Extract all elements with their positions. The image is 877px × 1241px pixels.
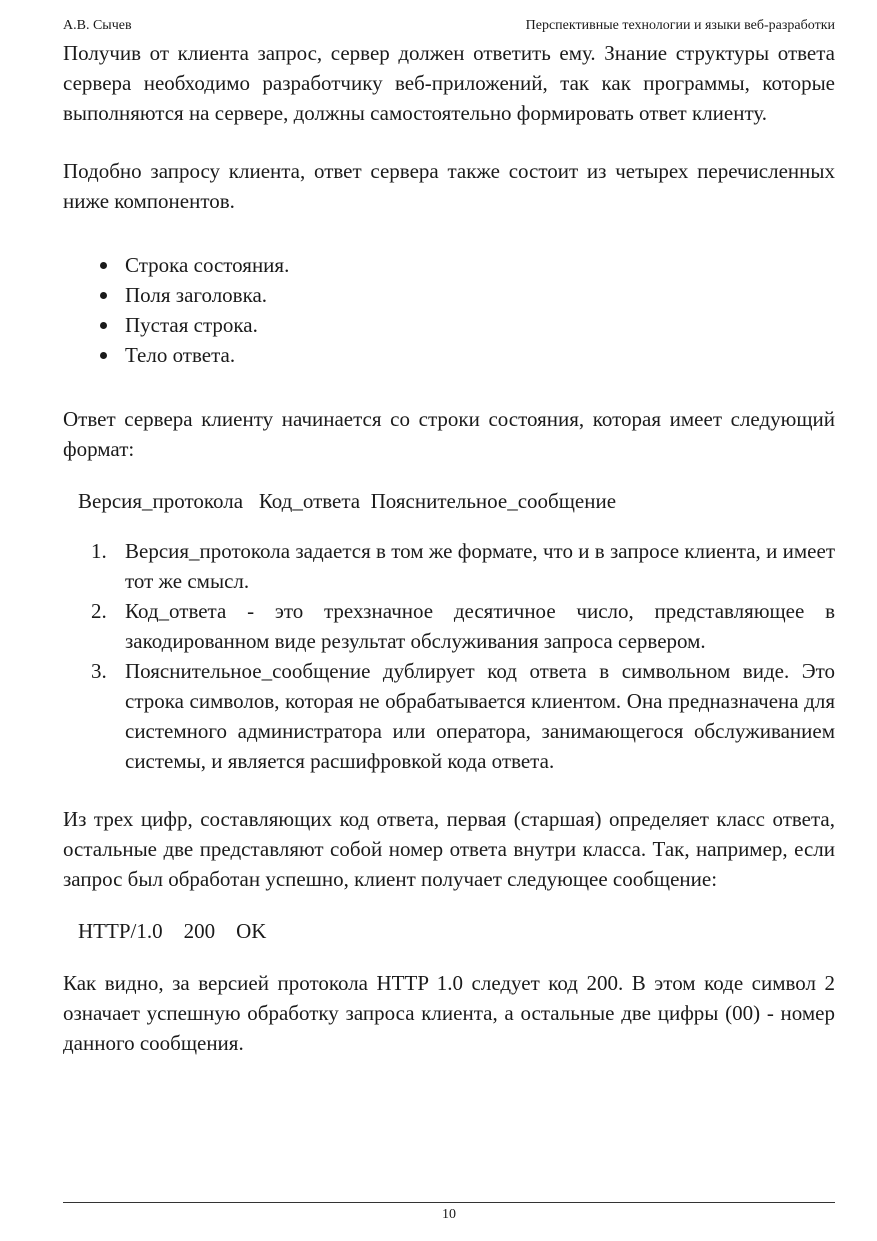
paragraph-intro: Получив от клиента запрос, сервер должен ответить ему. Знание структуры ответа сервера необходимо разработчику веб-приложений, так как программы, которые выполняются на сервере, должны самостоятельно формировать ответ клиенту.	[63, 41, 835, 125]
list-item-number: 1.	[91, 539, 107, 563]
list-item	[63, 250, 835, 280]
status-line-format: Версия_протокола Код_ответа Пояснительное_сообщение	[78, 489, 617, 513]
list-item	[63, 536, 835, 596]
list-item-text: Строка состояния.	[125, 253, 290, 277]
running-header	[63, 16, 835, 36]
body-text	[63, 38, 835, 1058]
bullet-icon	[100, 322, 107, 329]
bullet-icon	[100, 292, 107, 299]
bullet-icon	[100, 352, 107, 359]
example-status-line: HTTP/1.0 200 OK	[78, 919, 267, 943]
paragraph-components-intro: Подобно запросу клиента, ответ сервера также состоит из четырех перечисленных ниже компонентов.	[63, 159, 835, 213]
footer-divider	[63, 1202, 835, 1203]
list-item	[63, 310, 835, 340]
list-item	[63, 280, 835, 310]
list-item-text: Пустая строка.	[125, 313, 258, 337]
components-list	[63, 250, 835, 370]
list-item-text: Пояснительное_сообщение дублирует код ответа в символьном виде. Это строка символов, которая не обрабатывается клиентом. Она предназначена для системного администратора или оператора, занимающегося обслуживанием системы, и является расшифровкой кода ответа.	[125, 659, 835, 773]
page-number: 10	[442, 1207, 456, 1222]
paragraph-conclusion: Как видно, за версией протокола HTTP 1.0 следует код 200. В этом коде символ 2 означает успешную обработку запроса клиента, а остальные две цифры (00) - номер данного сообщения.	[63, 971, 835, 1055]
list-item-number: 2.	[91, 599, 107, 623]
list-item-text: Версия_протокола задается в том же формате, что и в запросе клиента, и имеет тот же смысл.	[125, 539, 835, 593]
explanations-list	[63, 536, 835, 776]
header-author: А.В. Сычев	[63, 18, 132, 33]
header-title: Перспективные технологии и языки веб-разработки	[525, 18, 835, 33]
list-item	[63, 656, 835, 776]
document-page	[63, 0, 835, 1241]
list-item	[63, 340, 835, 370]
list-item-text: Код_ответа - это трехзначное десятичное число, представляющее в закодированном виде результат обслуживания запроса сервером.	[125, 599, 835, 653]
list-item-text: Поля заголовка.	[125, 283, 268, 307]
paragraph-response-code: Из трех цифр, составляющих код ответа, первая (старшая) определяет класс ответа, остальные две представляют собой номер ответа внутри класса. Так, например, если запрос был обработан успешно, клиент получает следующее сообщение:	[63, 807, 835, 891]
list-item	[63, 596, 835, 656]
bullet-icon	[100, 262, 107, 269]
list-item-number: 3.	[91, 659, 107, 683]
paragraph-status-line: Ответ сервера клиенту начинается со строки состояния, которая имеет следующий формат:	[63, 407, 835, 461]
list-item-text: Тело ответа.	[125, 343, 236, 367]
